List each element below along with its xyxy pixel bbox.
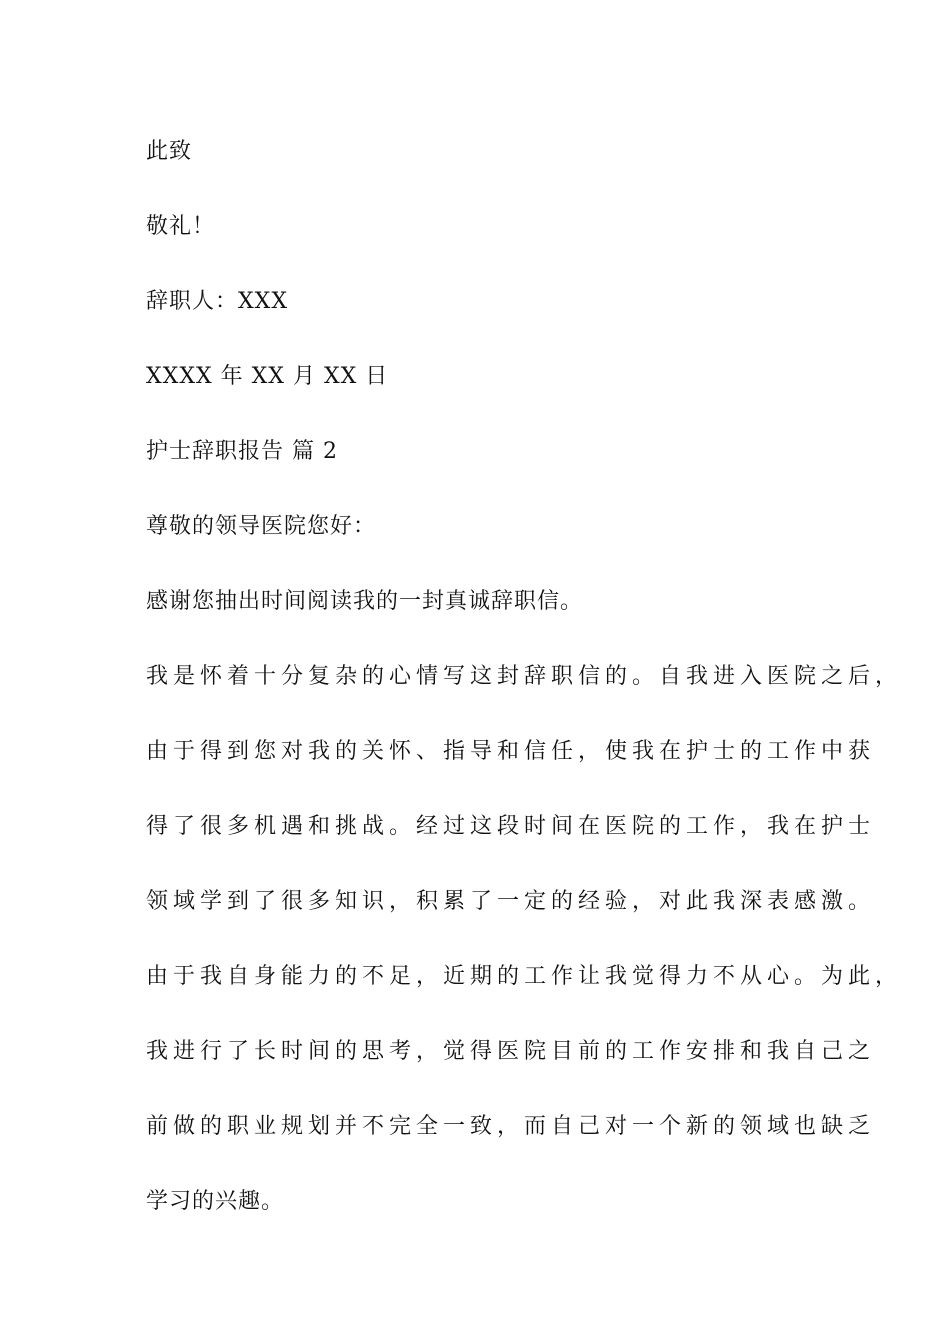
- signature-line: 辞职人：XXX: [146, 289, 288, 314]
- date-line: XXXX 年 XX 月 XX 日: [146, 364, 389, 389]
- body-line: 我进行了长时间的思考，觉得医院目前的工作安排和我自己之: [146, 1039, 876, 1064]
- closing-line: 此致: [146, 139, 193, 164]
- body-line: 前做的职业规划并不完全一致，而自己对一个新的领域也缺乏: [146, 1114, 876, 1139]
- body-line: 感谢您抽出时间阅读我的一封真诚辞职信。: [146, 589, 584, 614]
- body-line: 由于得到您对我的关怀、指导和信任，使我在护士的工作中获: [146, 739, 876, 764]
- body-line: 得了很多机遇和挑战。经过这段时间在医院的工作，我在护士: [146, 814, 876, 839]
- salute-line: 敬礼！: [146, 214, 216, 239]
- body-line: 由于我自身能力的不足，近期的工作让我觉得力不从心。为此，: [146, 964, 903, 989]
- body-line: 我是怀着十分复杂的心情写这封辞职信的。自我进入医院之后，: [146, 664, 903, 689]
- body-line: 学习的兴趣。: [146, 1189, 285, 1214]
- section-title: 护士辞职报告 篇 2: [146, 439, 338, 464]
- greeting-line: 尊敬的领导医院您好：: [146, 514, 377, 539]
- body-line: 领域学到了很多知识，积累了一定的经验，对此我深表感激。: [146, 889, 876, 914]
